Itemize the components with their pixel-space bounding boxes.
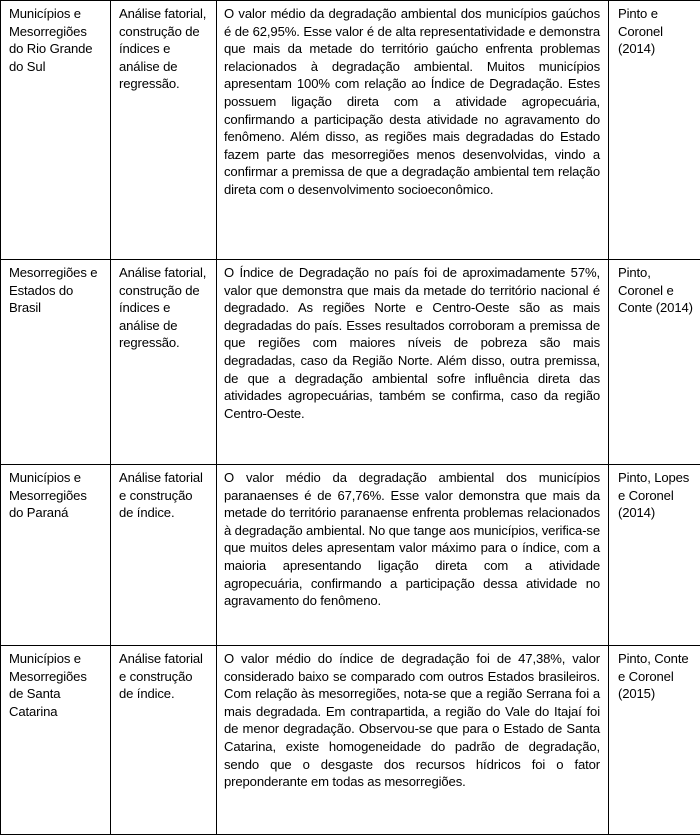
cell-results: O Índice de Degradação no país foi de aproximadamente 57%, valor que demonstra que mais da metade do território nacional é degradado. As regiões Norte e Centro-Oeste são as mais degradadas do país. Esses resultados corroboram a premissa de que regiões com maiores níveis de pobreza são mais degradadas, caso da Região Norte. Além disso, outra premissa, de que a degradação ambiental sofre influência direta das atividades agropecuárias, também se confirma, caso da região Centro-Oeste. (217, 260, 609, 465)
cell-method: Análise fatorial e construção de índice. (111, 646, 217, 835)
cell-scope: Municípios e Mesorregiões do Paraná (1, 465, 111, 646)
cell-reference: Pinto, Coronel e Conte (2014) (609, 260, 700, 465)
cell-method: Análise fatorial, construção de índices e análise de regressão. (111, 260, 217, 465)
cell-reference: Pinto, Lopes e Coronel (2014) (609, 465, 700, 646)
cell-method: Análise fatorial e construção de índice. (111, 465, 217, 646)
cell-results: O valor médio do índice de degradação foi de 47,38%, valor considerado baixo se comparado com outros Estados brasileiros. Com relação às mesorregiões, nota-se que a região Serrana foi a mais degradada. Em contrapartida, a região do Vale do Itajaí foi de menor degradação. Observou-se que para o Estado de Santa Catarina, existe homogeneidade do padrão de degradação, sendo que o desgaste dos recursos hídricos foi o fator preponderante em todas as mesorregiões. (217, 646, 609, 835)
cell-results: O valor médio da degradação ambiental dos municípios paranaenses é de 67,76%. Esse valor demonstra que mais da metade do território paranaense enfrenta problemas relacionados à degradação ambiental. No que tange aos municípios, verifica-se que muitos deles apresentam valor máximo para o índice, com a maioria apresentando ligação direta com a atividade agropecuária, confirmando a participação dessa atividade no agravamento do fenômeno. (217, 465, 609, 646)
table-row (1, 1, 700, 260)
cell-scope: Municípios e Mesorregiões do Rio Grande do Sul (1, 1, 111, 260)
table-row (1, 260, 700, 465)
cell-scope: Municípios e Mesorregiões de Santa Catarina (1, 646, 111, 835)
cell-scope: Mesorregiões e Estados do Brasil (1, 260, 111, 465)
cell-results: O valor médio da degradação ambiental dos municípios gaúchos é de 62,95%. Esse valor é de alta representatividade e demonstra que mais da metade do território gaúcho enfrenta problemas relacionados à degradação ambiental. Muitos municípios apresentam 100% com relação ao Índice de Degradação. Estes possuem ligação direta com a atividade agropecuária, confirmando a participação desta atividade no agravamento do fenômeno. Além disso, as regiões mais degradadas do Estado fazem parte das mesorregiões menos desenvolvidas, vindo a confirmar a premissa de que a degradação ambiental tem relação direta com o desenvolvimento socioeconômico. (217, 1, 609, 260)
cell-method: Análise fatorial, construção de índices e análise de regressão. (111, 1, 217, 260)
table-row (1, 465, 700, 646)
table-row (1, 646, 700, 835)
cell-reference: Pinto, Conte e Coronel (2015) (618, 651, 689, 702)
cell-reference: Pinto e Coronel (2014) (609, 1, 700, 260)
